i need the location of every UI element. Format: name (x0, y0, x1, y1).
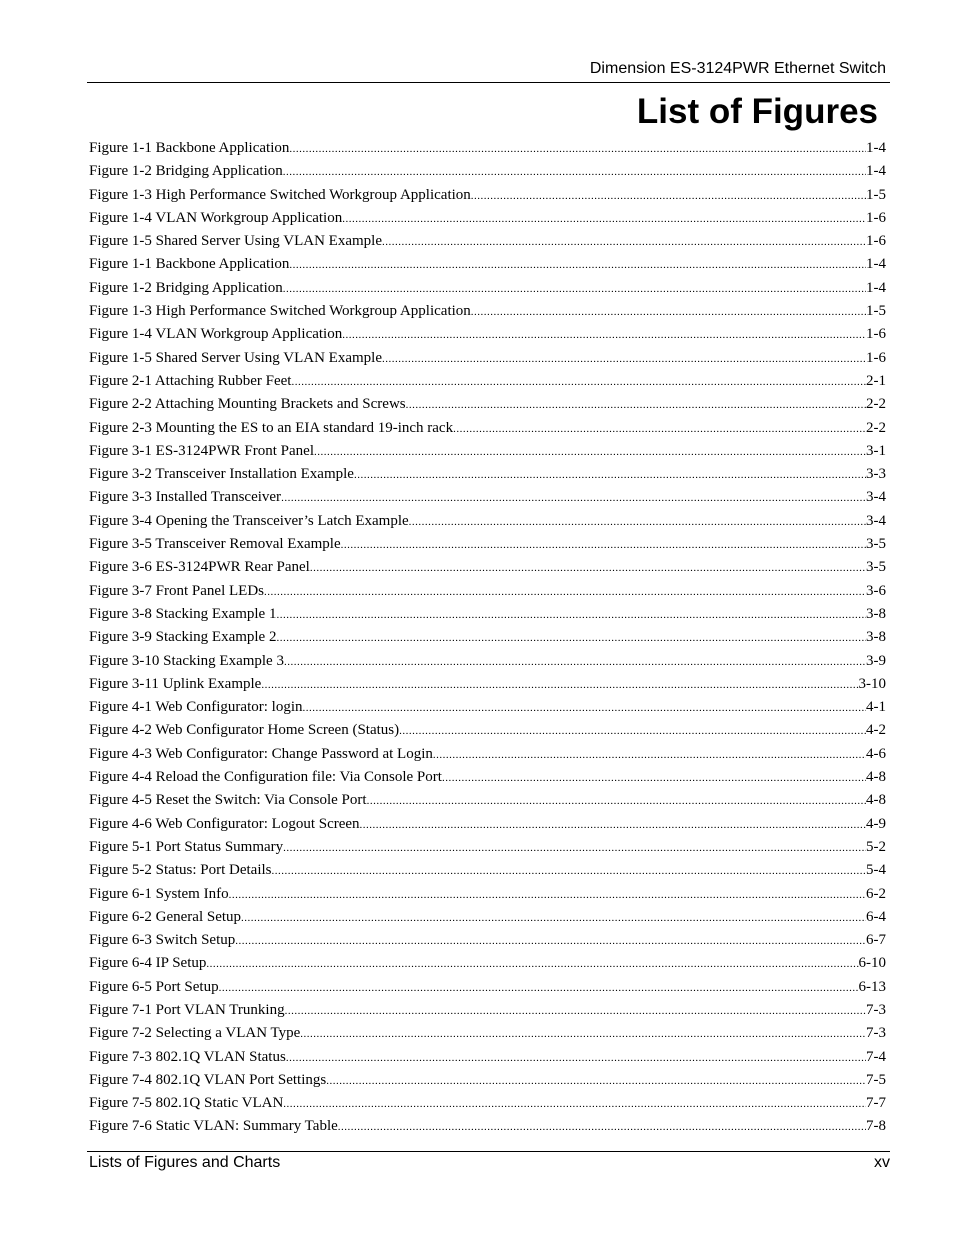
figure-entry-page-number[interactable]: 3-8 (866, 605, 886, 622)
figure-entry-label[interactable]: Figure 1-3 High Performance Switched Workgroup Application (89, 303, 471, 320)
figure-entry-page-number[interactable]: 7-4 (866, 1048, 886, 1065)
figure-entry-label[interactable]: Figure 1-3 High Performance Switched Workgroup Application (89, 186, 471, 203)
figure-entry-label[interactable]: Figure 3-8 Stacking Example 1 (89, 605, 277, 622)
page-title: List of Figures (636, 92, 878, 131)
figure-entry-label[interactable]: Figure 5-1 Port Status Summary (89, 838, 284, 855)
figure-entry-label[interactable]: Figure 4-4 Reload the Configuration file: Via Console Port (89, 769, 442, 786)
dot-leader (326, 1070, 866, 1092)
figure-entry-label[interactable]: Figure 3-5 Transceiver Removal Example (89, 536, 341, 553)
figure-entry-label[interactable]: Figure 7-4 802.1Q VLAN Port Settings (89, 1071, 327, 1088)
figure-entry-label[interactable]: Figure 7-6 Static VLAN: Summary Table (89, 1118, 338, 1135)
figure-entry-page-number[interactable]: 3-5 (866, 536, 886, 553)
figure-entry[interactable] (89, 580, 886, 603)
figure-entry[interactable] (89, 1069, 886, 1092)
dot-leader (406, 394, 866, 416)
document-title: Dimension ES-3124PWR Ethernet Switch (589, 60, 886, 77)
dot-leader (284, 651, 866, 673)
figure-entry[interactable] (89, 486, 886, 509)
dot-leader (283, 837, 866, 859)
figure-entry-label[interactable]: Figure 1-2 Bridging Application (89, 279, 283, 296)
figure-entry-label[interactable]: Figure 3-2 Transceiver Installation Example (89, 466, 354, 483)
figure-entry[interactable] (89, 883, 886, 906)
figure-entry-page-number[interactable]: 7-3 (866, 1025, 886, 1042)
figure-entry[interactable] (89, 743, 886, 766)
figure-entry[interactable] (89, 440, 886, 463)
dot-leader (276, 604, 866, 626)
dot-leader (382, 231, 866, 253)
figure-entry[interactable] (89, 417, 886, 440)
figure-entry-label[interactable]: Figure 4-6 Web Configurator: Logout Screen (89, 815, 360, 832)
figure-entry-label[interactable]: Figure 6-3 Switch Setup (89, 932, 236, 949)
figure-entry-page-number[interactable]: 3-4 (866, 512, 886, 529)
figure-entry[interactable] (89, 556, 886, 579)
figure-entry-label[interactable]: Figure 1-4 VLAN Workgroup Application (89, 209, 343, 226)
figure-entry[interactable] (89, 207, 886, 230)
figure-entry-page-number[interactable]: 3-6 (866, 582, 886, 599)
figure-entry[interactable] (89, 603, 886, 626)
figure-entry-label[interactable]: Figure 3-10 Stacking Example 3 (89, 652, 284, 669)
figure-entry-label[interactable]: Figure 3-6 ES-3124PWR Rear Panel (89, 559, 310, 576)
figure-entry-label[interactable]: Figure 3-1 ES-3124PWR Front Panel (89, 442, 314, 459)
figure-entry[interactable] (89, 836, 886, 859)
figure-entry-page-number[interactable]: 3-4 (866, 489, 886, 506)
dot-leader (471, 301, 866, 323)
figure-entry-page-number[interactable]: 4-1 (866, 699, 886, 716)
figure-entry[interactable] (89, 533, 886, 556)
figure-entry-page-number[interactable]: 6-13 (858, 978, 886, 995)
figure-entry-label[interactable]: Figure 7-5 802.1Q Static VLAN (89, 1095, 284, 1112)
figure-entry-label[interactable]: Figure 3-9 Stacking Example 2 (89, 629, 277, 646)
figure-entry-label[interactable]: Figure 7-3 802.1Q VLAN Status (89, 1048, 286, 1065)
figure-entry[interactable] (89, 929, 886, 952)
figure-entry[interactable] (89, 393, 886, 416)
dot-leader (291, 371, 866, 393)
figure-entry-page-number[interactable]: 6-7 (866, 932, 886, 949)
dot-leader (409, 511, 866, 533)
dot-leader (286, 1047, 866, 1069)
figure-entry-page-number[interactable]: 3-8 (866, 629, 886, 646)
dot-leader (283, 1093, 866, 1115)
figure-entry-label[interactable]: Figure 1-5 Shared Server Using VLAN Example (89, 349, 382, 366)
figure-entry[interactable] (89, 1092, 886, 1115)
figure-entry-page-number[interactable]: 6-2 (866, 885, 886, 902)
dot-leader (229, 884, 866, 906)
figure-entry-page-number[interactable]: 6-4 (866, 908, 886, 925)
dot-leader (283, 278, 866, 300)
figure-entry-label[interactable]: Figure 2-1 Attaching Rubber Feet (89, 372, 292, 389)
dot-leader (314, 441, 866, 463)
dot-leader (399, 720, 866, 742)
figure-entry[interactable] (89, 650, 886, 673)
figure-entry[interactable] (89, 952, 886, 975)
dot-leader (264, 581, 866, 603)
figure-entry[interactable] (89, 626, 886, 649)
figure-entry-label[interactable]: Figure 1-1 Backbone Application (89, 140, 290, 156)
figure-entry-page-number[interactable]: 1-4 (866, 140, 886, 156)
figure-entry-label[interactable]: Figure 6-5 Port Setup (89, 978, 219, 995)
dot-leader (219, 977, 859, 999)
figure-entry-label[interactable]: Figure 6-4 IP Setup (89, 955, 207, 972)
figure-entry[interactable] (89, 230, 886, 253)
figure-entry-label[interactable]: Figure 1-1 Backbone Application (89, 256, 290, 273)
figure-entry-page-number[interactable]: 5-4 (866, 862, 886, 879)
figure-entry-label[interactable]: Figure 6-1 System Info (89, 885, 229, 902)
figure-entry-page-number[interactable]: 7-7 (866, 1095, 886, 1112)
dot-leader (442, 767, 866, 789)
figure-entry[interactable] (89, 253, 886, 276)
figure-entry[interactable] (89, 370, 886, 393)
figure-entry[interactable] (89, 1046, 886, 1069)
figure-entry-label[interactable]: Figure 7-2 Selecting a VLAN Type (89, 1025, 301, 1042)
figure-entry-label[interactable]: Figure 4-5 Reset the Switch: Via Console Port (89, 792, 367, 809)
figure-entry[interactable] (89, 300, 886, 323)
figure-entry-label[interactable]: Figure 4-1 Web Configurator: login (89, 699, 303, 716)
figure-entry-label[interactable]: Figure 1-2 Bridging Application (89, 163, 283, 180)
header-divider (87, 82, 890, 83)
figure-entry-label[interactable]: Figure 7-1 Port VLAN Trunking (89, 1001, 285, 1018)
figure-entry[interactable] (89, 859, 886, 882)
dot-leader (360, 814, 866, 836)
figure-entry[interactable] (89, 813, 886, 836)
dot-leader (235, 930, 866, 952)
figure-entry[interactable] (89, 137, 886, 160)
figure-entry-label[interactable]: Figure 3-3 Installed Transceiver (89, 489, 282, 506)
figure-entry[interactable] (89, 1115, 886, 1138)
figure-entry-page-number[interactable]: 1-4 (866, 163, 886, 180)
dot-leader (354, 464, 866, 486)
figure-entry[interactable] (89, 766, 886, 789)
figure-entry[interactable] (89, 999, 886, 1022)
figure-entry-page-number[interactable]: 3-9 (866, 652, 886, 669)
figure-entry[interactable] (89, 510, 886, 533)
figure-entry[interactable] (89, 976, 886, 999)
figure-entry-page-number[interactable]: 2-2 (866, 396, 886, 413)
figure-entry-page-number[interactable]: 4-8 (866, 769, 886, 786)
figure-entry-page-number[interactable]: 1-4 (866, 279, 886, 296)
figure-entry-page-number[interactable]: 1-6 (866, 326, 886, 343)
figure-entry[interactable] (89, 789, 886, 812)
dot-leader (276, 627, 866, 649)
figure-entry-page-number[interactable]: 1-5 (866, 303, 886, 320)
figure-entry[interactable] (89, 719, 886, 742)
dot-leader (342, 208, 866, 230)
figure-entry-page-number[interactable]: 3-1 (866, 442, 886, 459)
figure-entry-page-number[interactable]: 3-3 (866, 466, 886, 483)
figure-entry-label[interactable]: Figure 1-5 Shared Server Using VLAN Example (89, 233, 382, 250)
dot-leader (206, 953, 858, 975)
figure-entry-page-number[interactable]: 3-5 (866, 559, 886, 576)
dot-leader (289, 138, 866, 160)
footer-divider (87, 1151, 890, 1152)
figure-entry-page-number[interactable]: 1-4 (866, 256, 886, 273)
figure-entry[interactable] (89, 1022, 886, 1045)
figure-entry[interactable] (89, 323, 886, 346)
figure-entry-label[interactable]: Figure 1-4 VLAN Workgroup Application (89, 326, 343, 343)
footer-section-name: Lists of Figures and Charts (89, 1154, 281, 1171)
figure-entry-page-number[interactable]: 4-6 (866, 745, 886, 762)
dot-leader (285, 1000, 866, 1022)
dot-leader (283, 161, 866, 183)
dot-leader (310, 557, 866, 579)
figure-entry-page-number[interactable]: 7-3 (866, 1001, 886, 1018)
figure-entry-label[interactable]: Figure 5-2 Status: Port Details (89, 862, 272, 879)
figure-entry[interactable] (89, 184, 886, 207)
figure-entry[interactable] (89, 160, 886, 183)
figure-entry-page-number[interactable]: 7-8 (866, 1118, 886, 1135)
dot-leader (433, 744, 866, 766)
dot-leader (300, 1023, 866, 1045)
figure-entry-label[interactable]: Figure 3-11 Uplink Example (89, 675, 262, 692)
figure-entry-page-number[interactable]: 1-5 (866, 186, 886, 203)
figure-entry-page-number[interactable]: 2-2 (866, 419, 886, 436)
figure-entry-label[interactable]: Figure 6-2 General Setup (89, 908, 242, 925)
figure-list (89, 137, 886, 1139)
figure-entry[interactable] (89, 696, 886, 719)
figure-entry[interactable] (89, 673, 886, 696)
figure-entry-label[interactable]: Figure 2-3 Mounting the ES to an EIA standard 19-inch rack (89, 419, 454, 436)
figure-entry-page-number[interactable]: 5-2 (866, 838, 886, 855)
dot-leader (241, 907, 866, 929)
figure-entry-page-number[interactable]: 4-8 (866, 792, 886, 809)
figure-entry-label[interactable]: Figure 2-2 Attaching Mounting Brackets and Screws (89, 396, 406, 413)
figure-entry-label[interactable]: Figure 3-4 Opening the Transceiver’s Latch Example (89, 512, 409, 529)
figure-entry-label[interactable]: Figure 3-7 Front Panel LEDs (89, 582, 264, 599)
figure-entry[interactable] (89, 347, 886, 370)
figure-entry-page-number[interactable]: 1-6 (866, 349, 886, 366)
figure-entry-page-number[interactable]: 1-6 (866, 209, 886, 226)
figure-entry-label[interactable]: Figure 4-2 Web Configurator Home Screen (Status) (89, 722, 400, 739)
figure-entry-page-number[interactable]: 4-2 (866, 722, 886, 739)
figure-entry-page-number[interactable]: 6-10 (858, 955, 886, 972)
figure-entry-page-number[interactable]: 4-9 (866, 815, 886, 832)
dot-leader (453, 418, 866, 440)
figure-entry-page-number[interactable]: 3-10 (858, 675, 886, 692)
figure-entry[interactable] (89, 277, 886, 300)
figure-entry-page-number[interactable]: 1-6 (866, 233, 886, 250)
dot-leader (272, 860, 867, 882)
dot-leader (471, 185, 866, 207)
dot-leader (382, 348, 866, 370)
figure-entry[interactable] (89, 906, 886, 929)
dot-leader (342, 324, 866, 346)
figure-entry-page-number[interactable]: 7-5 (866, 1071, 886, 1088)
dot-leader (367, 790, 866, 812)
figure-entry[interactable] (89, 463, 886, 486)
dot-leader (289, 254, 866, 276)
footer-page-number: xv (874, 1154, 890, 1171)
figure-entry-page-number[interactable]: 2-1 (866, 372, 886, 389)
dot-leader (303, 697, 867, 719)
dot-leader (261, 674, 858, 696)
dot-leader (281, 487, 866, 509)
dot-leader (341, 534, 866, 556)
dot-leader (338, 1116, 866, 1138)
figure-entry-label[interactable]: Figure 4-3 Web Configurator: Change Password at Login (89, 745, 433, 762)
